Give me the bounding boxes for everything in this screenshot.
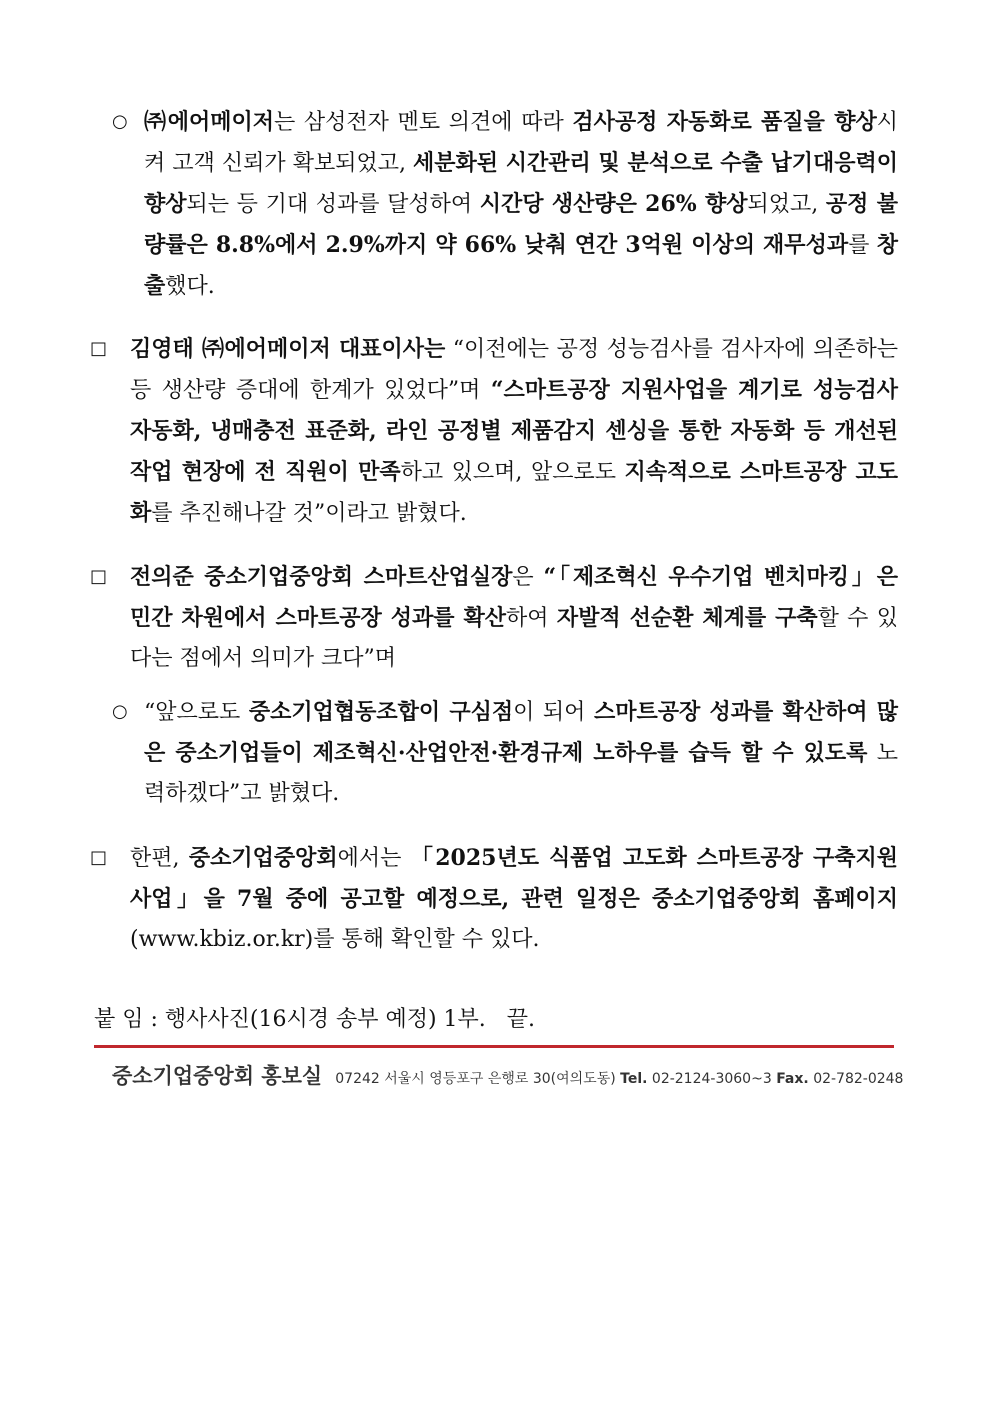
footer-org-name: 중소기업중앙회 홍보실 bbox=[112, 1064, 323, 1088]
paragraph-body: “앞으로도 중소기업협동조합이 구심점이 되어 스마트공장 성과를 확산하여 많은 중소기업들이 제조혁신·산업안전·환경규제 노하우를 습득 할 수 있도록 노력하겠다”고 밝혔다. bbox=[144, 699, 898, 806]
paragraph-announcement bbox=[90, 838, 898, 960]
footer-divider bbox=[94, 1045, 894, 1048]
company-name: ㈜에어메이저 bbox=[144, 109, 274, 135]
footer-fax: 02-782-0248 bbox=[813, 1071, 904, 1087]
paragraph-cooperative-plan bbox=[90, 692, 898, 814]
footer-address: 07242 서울시 영등포구 은행로 30(여의도동) Tel. 02-2124-3060~3 Fax. 02-782-0248 bbox=[335, 1071, 904, 1087]
paragraph-ceo-quote bbox=[90, 329, 898, 534]
paragraph-airmajor-results bbox=[90, 102, 898, 307]
footer bbox=[112, 1060, 904, 1090]
bullet-square: □ bbox=[90, 566, 108, 587]
paragraph-body: 전의준 중소기업중앙회 스마트산업실장은 “「제조혁신 우수기업 벤치마킹」은 민간 차원에서 스마트공장 성과를 확산하여 자발적 선순환 체계를 구축할 수 있다는 점에서 의미가 크다”며 bbox=[130, 564, 898, 671]
paragraph-body: 김영태 ㈜에어메이저 대표이사는 “이전에는 공정 성능검사를 검사자에 의존하는 등 생산량 증대에 한계가 있었다”며 “스마트공장 지원사업을 계기로 성능검사 자동화, 냉매충전 표준화, 라인 공정별 제품감지 센싱을 통한 자동화 등 개선된 작업 현장에 전 직원이 만족하고 있으며, 앞으로도 지속적으로 스마트공장 고도화를 추진해나갈 것”이라고 밝혔다. bbox=[130, 336, 898, 526]
paragraph-body: 한편, 중소기업중앙회에서는 「2025년도 식품업 고도화 스마트공장 구축지원 사업」을 7월 중에 공고할 예정으로, 관련 일정은 중소기업중앙회 홈페이지 (www.kbiz.or.kr)를 통해 확인할 수 있다. bbox=[130, 845, 899, 952]
bullet-circle: ○ bbox=[112, 701, 128, 722]
paragraph-body: ㈜에어메이저는 삼성전자 멘토 의견에 따라 검사공정 자동화로 품질을 향상시켜 고객 신뢰가 확보되었고, 세분화된 시간관리 및 분석으로 수출 납기대응력이 향상되는 등 기대 성과를 달성하여 시간당 생산량은 26% 향상되었고, 공정 불량률은 8.8%에서 2.9%까지 약 66% 낮춰 연간 3억원 이상의 재무성과를 창출했다. bbox=[144, 109, 898, 299]
bullet-square: □ bbox=[90, 338, 108, 359]
bullet-circle: ○ bbox=[112, 111, 128, 132]
attachment-note: 붙 임 : 행사사진(16시경 송부 예정) 1부. 끝. bbox=[94, 1007, 536, 1032]
bullet-square: □ bbox=[90, 847, 108, 868]
paragraph-director-quote bbox=[90, 557, 898, 679]
footer-tel: 02-2124-3060~3 bbox=[651, 1071, 772, 1087]
